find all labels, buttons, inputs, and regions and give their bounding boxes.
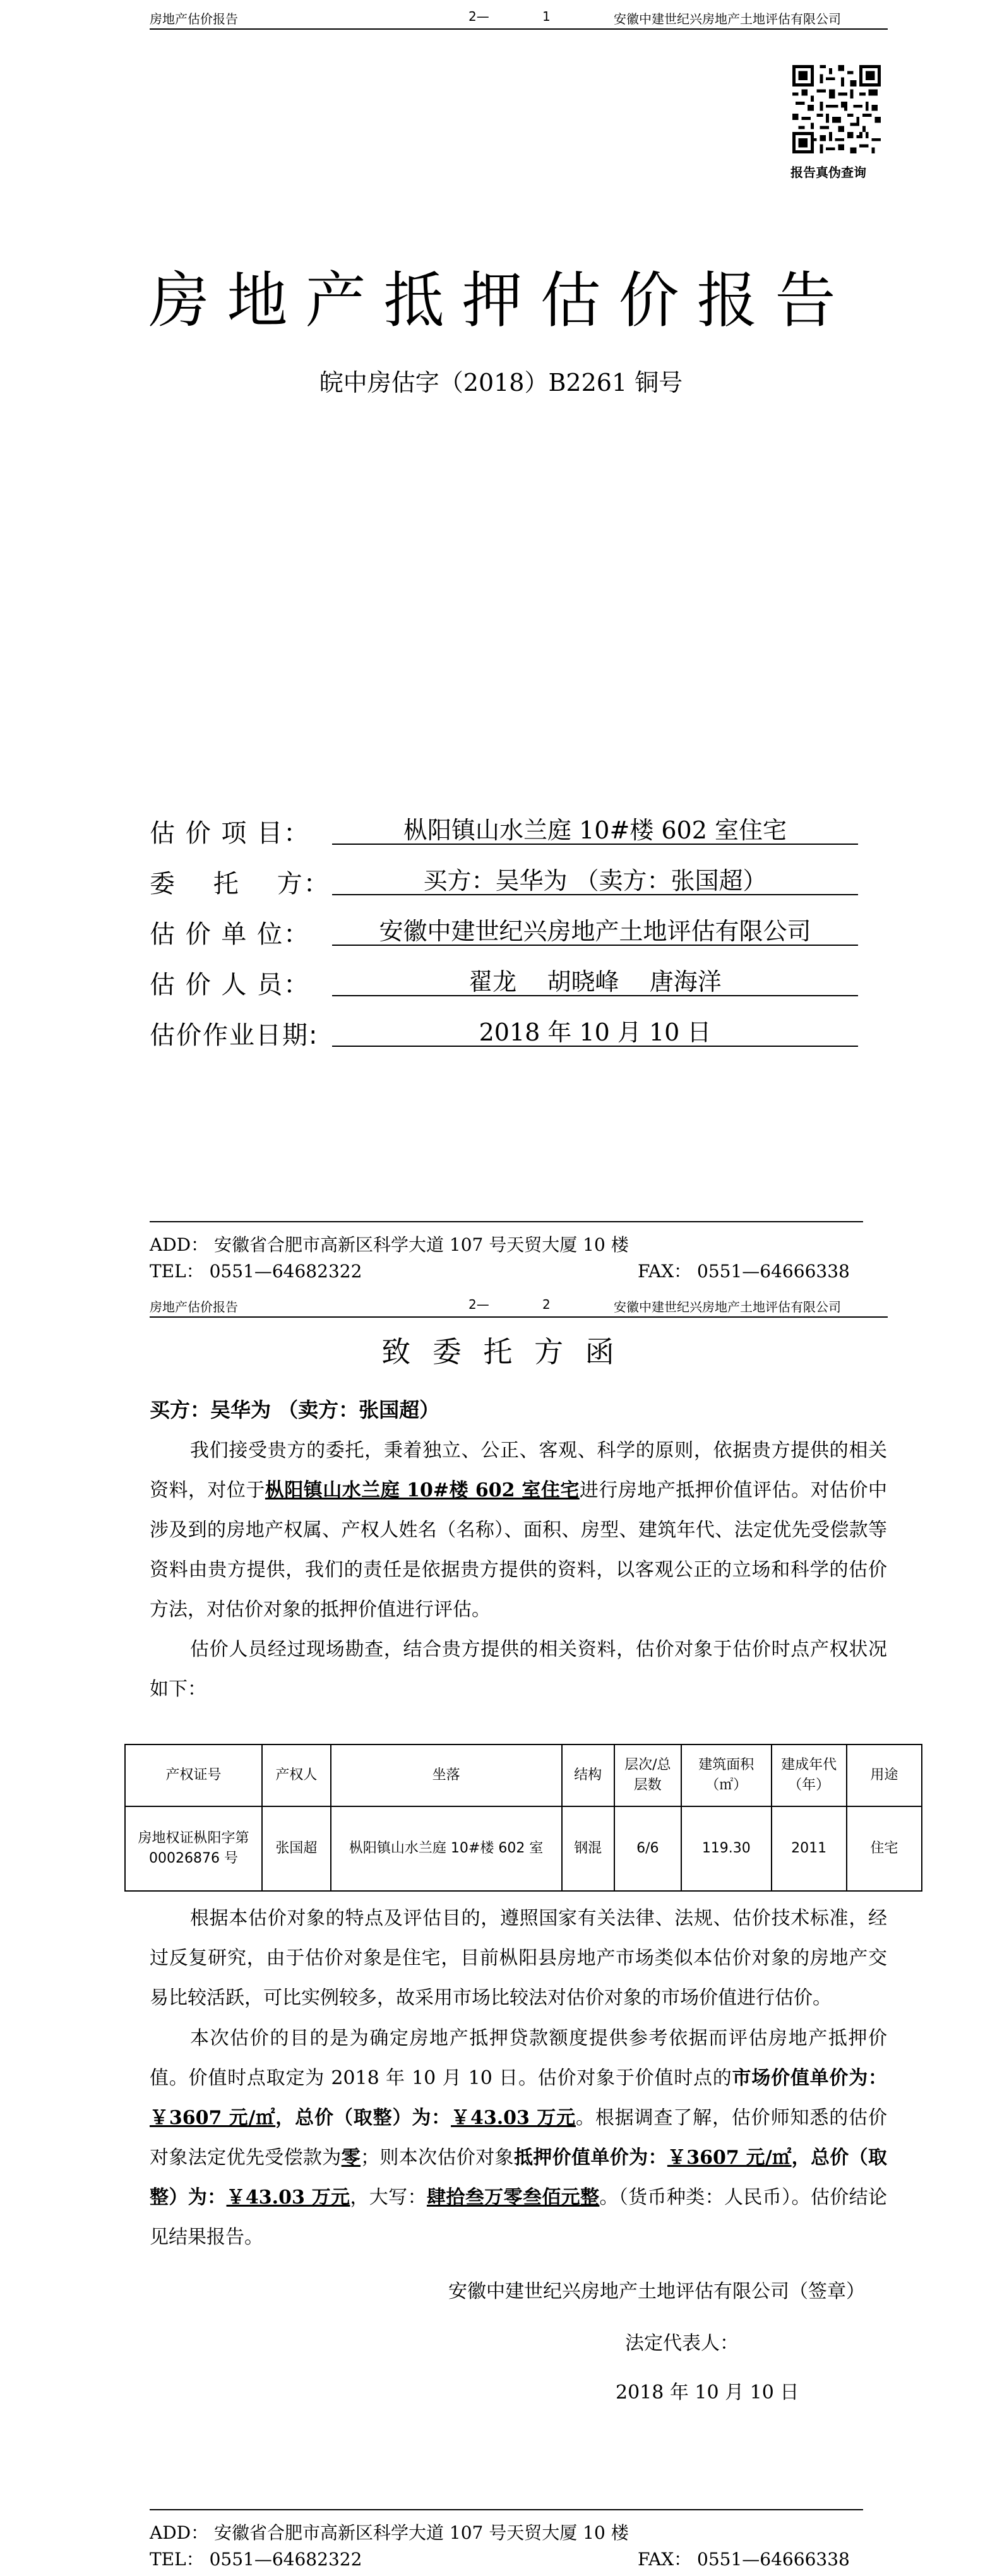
p4-mortgage-label: 抵押价值单价为： [513, 2147, 667, 2169]
header-left: 房地产估价报告 [150, 1299, 238, 1315]
header-right: 安徽中建世纪兴房地产土地评估有限公司 [614, 11, 841, 27]
footer-rule [150, 2509, 863, 2510]
header-rule [150, 28, 888, 30]
qr-caption: 报告真伪查询 [790, 165, 866, 180]
property-table [124, 1744, 922, 1892]
th-use: 用途 [847, 1744, 922, 1806]
paragraph-2: 估价人员经过现场勘查，结合贵方提供的相关资料，估价对象于估价时点产权状况如下： [150, 1638, 887, 1700]
header-page-num: 2 [542, 1297, 551, 1312]
p4-capital-amount: 肆拾叁万零叁佰元整 [426, 2186, 600, 2209]
p4-text-13: ，大写： [350, 2186, 427, 2209]
td-floors: 6/6 [614, 1806, 681, 1891]
footer-tel: TEL： 0551—64682322 [150, 1261, 362, 1282]
th-floors: 层次/总层数 [614, 1744, 681, 1806]
qr-code-icon [792, 65, 881, 153]
p4-text-8: ；则本次估价对象 [361, 2147, 514, 2169]
sign-date: 2018 年 10 月 10 日 [616, 2382, 799, 2404]
th-location: 坐落 [331, 1744, 562, 1806]
footer-fax: FAX： 0551—64666338 [638, 1261, 850, 1282]
p4-priority-amount: 零 [341, 2147, 361, 2169]
p4-text-6: 。根据调查了解，估价师知悉的估价对象法定优先受偿款为 [150, 2107, 887, 2169]
info-value-date: 2018 年 10 月 10 日 [332, 1013, 858, 1047]
header-page: 2— [468, 1297, 489, 1312]
paragraph-4 [150, 2018, 887, 2257]
footer-fax: FAX： 0551—64666338 [638, 2549, 850, 2570]
th-year: 建成年代（年） [772, 1744, 847, 1806]
td-owner: 张国超 [262, 1806, 331, 1891]
info-value-unit: 安徽中建世纪兴房地产土地评估有限公司 [332, 912, 858, 946]
footer-address: ADD： 安徽省合肥市高新区科学大道 107 号天贸大厦 10 楼 [150, 2522, 629, 2543]
td-year: 2011 [772, 1806, 847, 1891]
th-area: 建筑面积（㎡） [681, 1744, 772, 1806]
sign-representative: 法定代表人： [625, 2332, 739, 2354]
p4-market-total: ￥43.03 万元 [451, 2107, 576, 2129]
p4-total-label-2: ，总价（取整）为： [150, 2147, 888, 2209]
table-row [125, 1806, 922, 1891]
header-left: 房地产估价报告 [150, 11, 238, 27]
table-header-row [125, 1744, 922, 1806]
p4-text-1: 本次估价的目的是为确定房地产抵押贷款额度提供参考依据而评估房地产抵押价值。价值时点取定为 2018 年 10 月 10 日。估价对象于价值时点的 [150, 2027, 887, 2089]
p4-total-label: ，总价（取整）为： [275, 2107, 451, 2129]
p4-market-unit-price: ￥3607 元/㎡ [150, 2107, 276, 2129]
p4-text-15: 。（货币种类：人民币）。估价结论见结果报告。 [150, 2186, 888, 2248]
info-label-staff: 估 价 人 员： [150, 970, 311, 999]
td-cert: 房地权证枞阳字第00026876 号 [125, 1806, 262, 1891]
info-label-client: 委 托 方： [150, 869, 330, 898]
td-location: 枞阳镇山水兰庭 10#楼 602 室 [331, 1806, 562, 1891]
td-use: 住宅 [847, 1806, 922, 1891]
letter-title: 致 委 托 方 函 [381, 1335, 621, 1369]
footer-tel: TEL： 0551—64682322 [150, 2549, 362, 2570]
paragraph-1 [150, 1431, 887, 1630]
p4-mortgage-unit-price: ￥3607 元/㎡ [667, 2147, 792, 2169]
doc-number: 皖中房估字（2018）B2261 铜号 [319, 369, 683, 397]
info-label-date: 估价作业日期: [150, 1021, 319, 1050]
th-owner: 产权人 [262, 1744, 331, 1806]
th-structure: 结构 [562, 1744, 614, 1806]
header-rule [150, 1316, 888, 1318]
addressee: 买方：吴华为 （卖方：张国超） [150, 1398, 440, 1422]
td-area: 119.30 [681, 1806, 772, 1891]
header-right: 安徽中建世纪兴房地产土地评估有限公司 [614, 1299, 841, 1315]
info-value-staff: 翟龙 胡晓峰 唐海洋 [332, 962, 858, 996]
p1-text-c: 进行房地产抵押价值评估。对估价中涉及到的房地产权属、产权人姓名（名称）、面积、房型、建筑年代、法定优先受偿款等资料由贵方提供，我们的责任是依据贵方提供的资料，以客观公正的立场和科学的估价方法，对估价对象的抵押价值进行评估。 [150, 1479, 888, 1621]
footer-address: ADD： 安徽省合肥市高新区科学大道 107 号天贸大厦 10 楼 [150, 1234, 629, 1255]
header-page-num: 1 [542, 9, 551, 24]
p4-mortgage-total: ￥43.03 万元 [226, 2186, 350, 2209]
th-cert: 产权证号 [125, 1744, 262, 1806]
p4-market-label: 市场价值单价为： [732, 2067, 887, 2089]
p1-property: 枞阳镇山水兰庭 10#楼 602 室住宅 [265, 1479, 580, 1501]
td-structure: 钢混 [562, 1806, 614, 1891]
info-value-project: 枞阳镇山水兰庭 10#楼 602 室住宅 [332, 811, 858, 845]
sign-company: 安徽中建世纪兴房地产土地评估有限公司（签章） [448, 2281, 865, 2303]
info-label-unit: 估 价 单 位： [150, 920, 311, 949]
footer-rule [150, 1221, 863, 1222]
paragraph-3: 根据本估价对象的特点及评估目的，遵照国家有关法律、法规、估价技术标准，经过反复研究，由于估价对象是住宅，目前枞阳县房地产市场类似本估价对象的房地产交易比较活跃，可比实例较多，故采用市场比较法对估价对象的市场价值进行估价。 [150, 1907, 887, 2009]
header-page: 2— [468, 9, 489, 24]
info-label-project: 估 价 项 目： [150, 819, 311, 848]
info-value-client: 买方：吴华为 （卖方：张国超） [332, 861, 858, 895]
p1-text-a: 我们接受贵方的委托，秉着独立、公正、客观、科学的原则，依据贵方提供的相关资料，对位于 [150, 1440, 887, 1501]
report-title: 房地产抵押估价报告 [148, 265, 854, 336]
